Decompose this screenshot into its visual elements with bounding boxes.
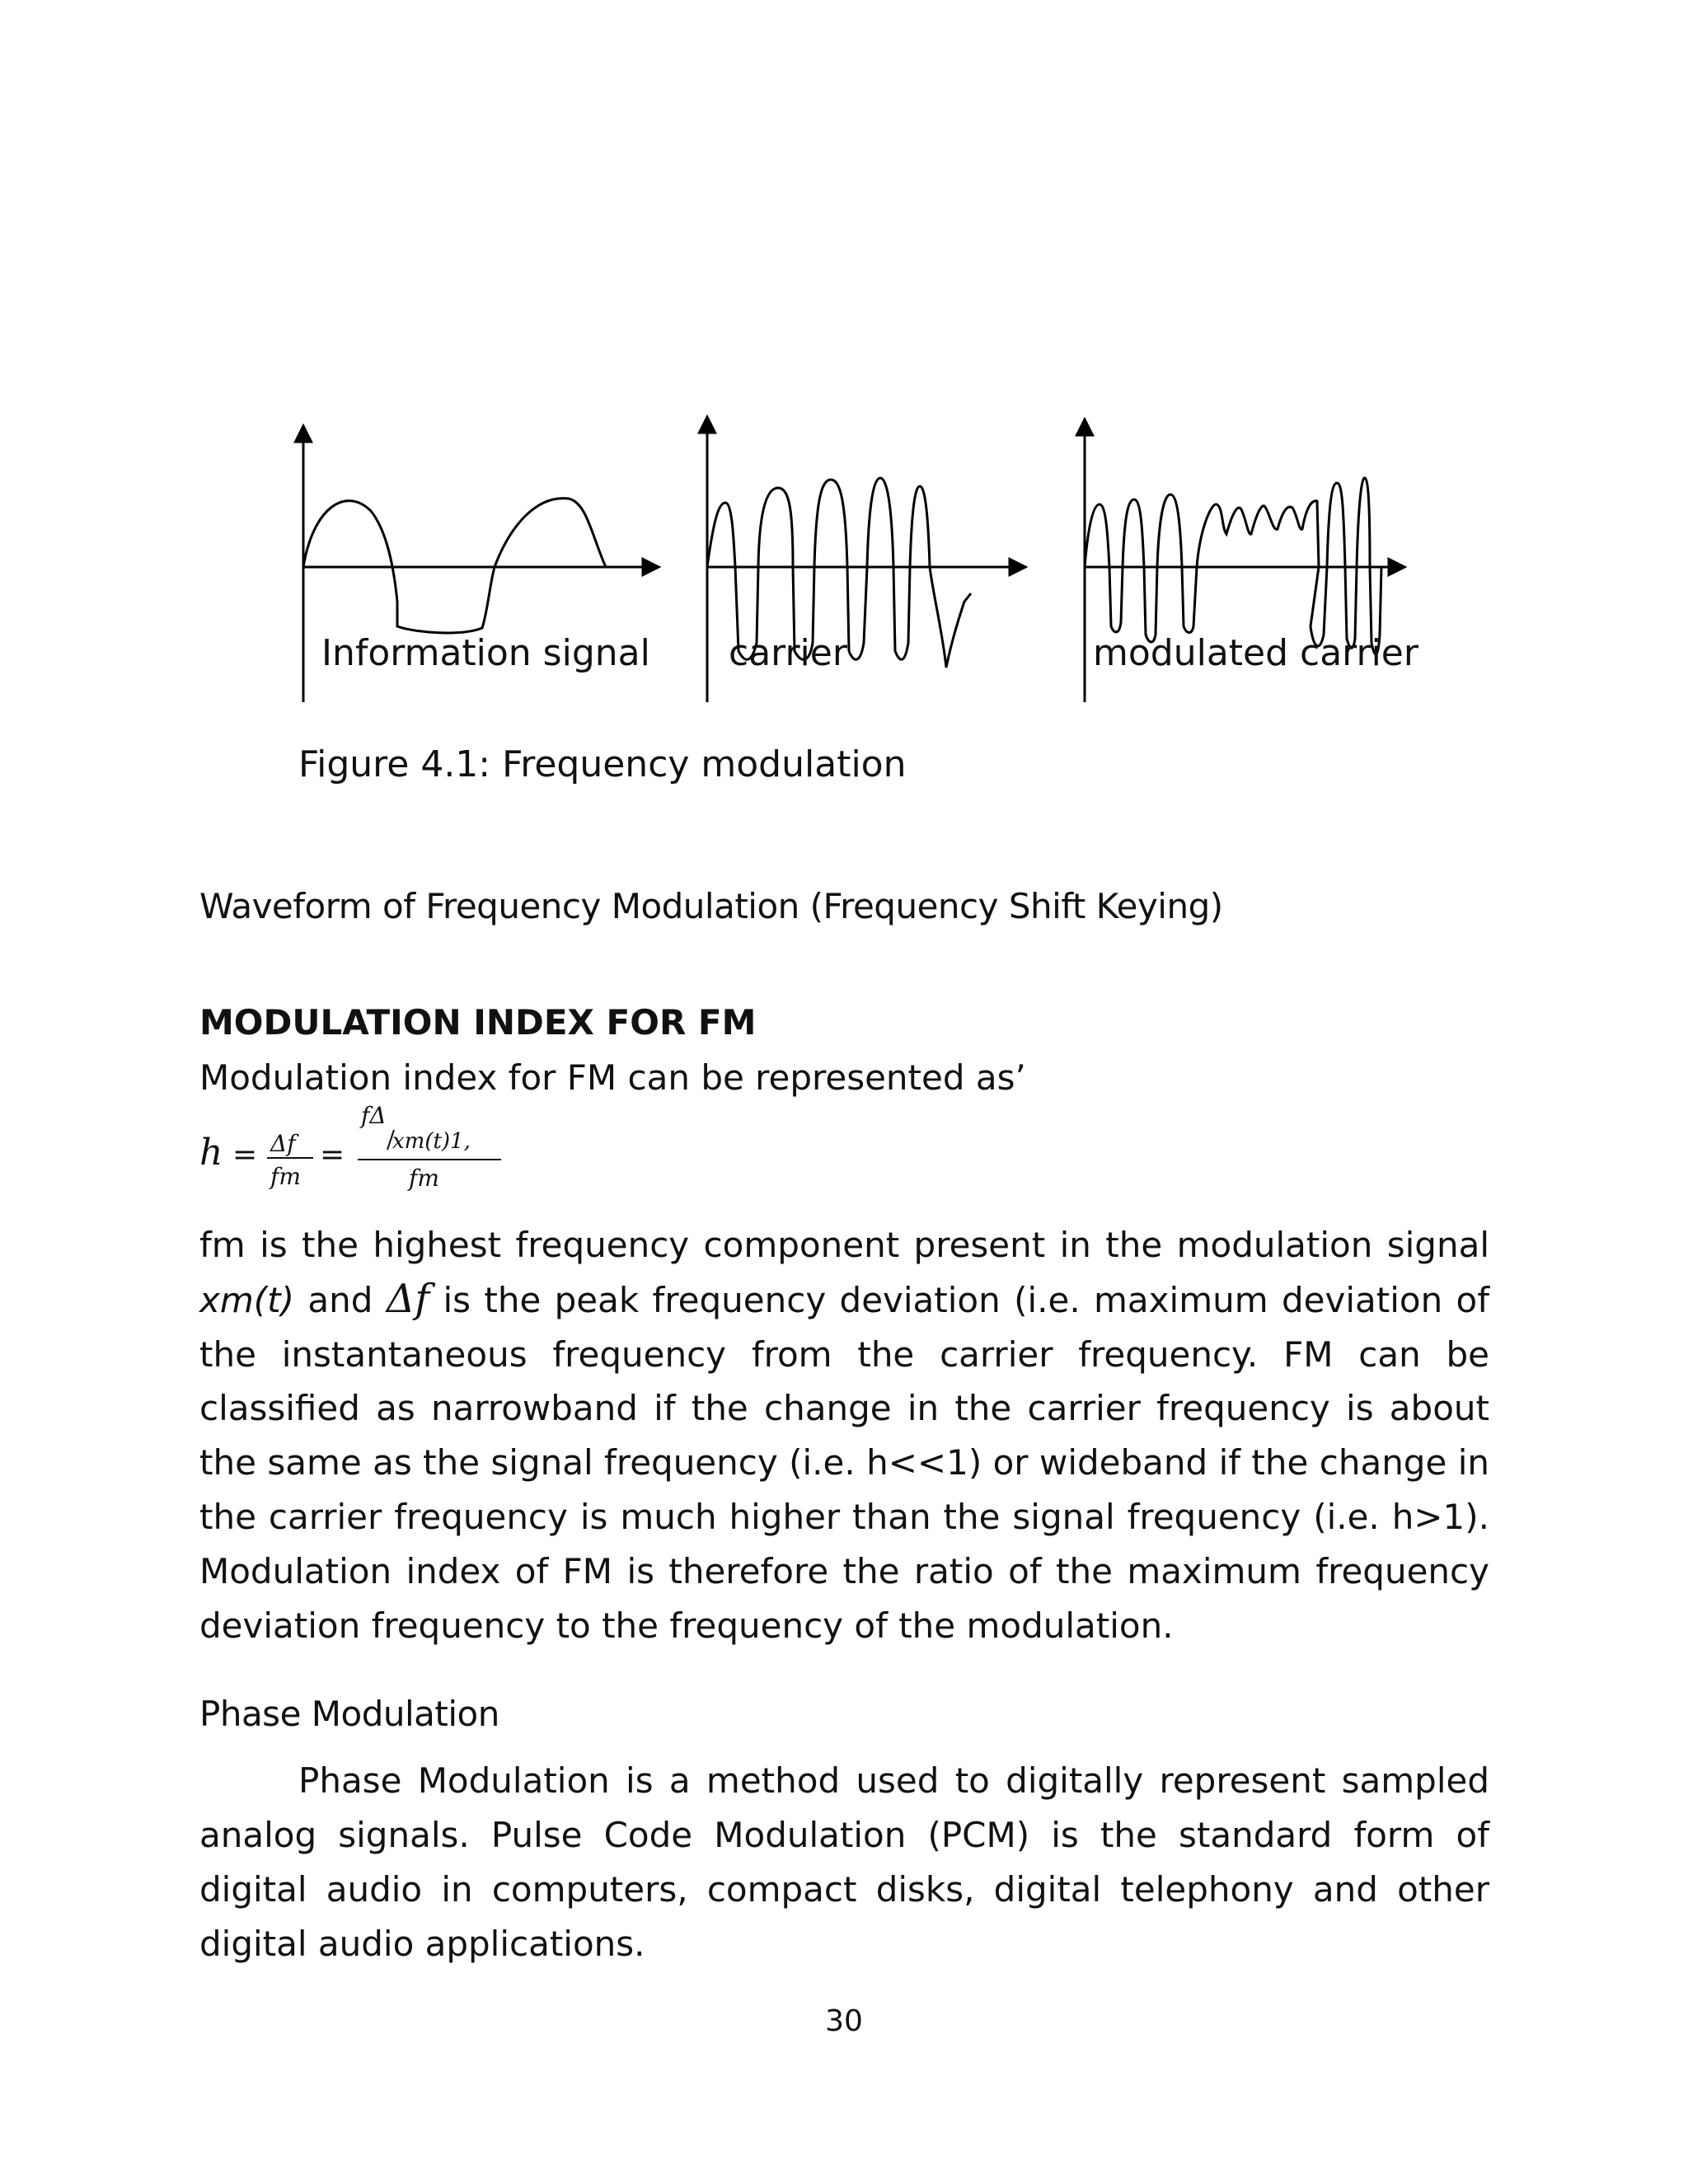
- fm-paragraph-part1: fm is the highest frequency component present in the modulation signal: [199, 1225, 1489, 1265]
- formula-num2-top: fΔ: [361, 1102, 387, 1129]
- page-number: 30: [825, 2004, 863, 2038]
- fm-paragraph-part3: is the peak frequency deviation (i.e. maximum deviation of the instantaneous frequency from the carrier frequency. FM can be classified as narrowband if the change in the carrier frequency is about the same as the signal frequency (i.e. h<<1) or wideband if the change in the carrier frequency is much higher than the signal frequency (i.e. h>1). Modulation index of FM is therefore the ratio of the maximum frequency deviation frequency to the frequency of the modulation.: [199, 1279, 1490, 1646]
- delta-f-symbol: Δf: [386, 1275, 430, 1322]
- information-signal-label: Information signal: [321, 632, 650, 674]
- formula-h: h: [199, 1132, 223, 1174]
- carrier-label: carrier: [729, 632, 847, 674]
- formula-equals-1: =: [232, 1138, 258, 1172]
- figure-caption: Figure 4.1: Frequency modulation: [298, 743, 907, 785]
- fm-paragraph-part2: and: [294, 1279, 387, 1320]
- modulated-carrier-label: modulated carrier: [1093, 632, 1418, 674]
- section-heading: MODULATION INDEX FOR FM: [199, 1002, 757, 1043]
- formula-den1: fm: [270, 1163, 301, 1190]
- modulation-index-formula: [196, 1100, 542, 1216]
- formula-num1: Δf: [270, 1130, 296, 1157]
- formula-num2-rest: xm(t)1,: [392, 1129, 471, 1154]
- phase-modulation-paragraph: [199, 1754, 1489, 1971]
- formula-equals-2: =: [320, 1138, 345, 1172]
- phase-modulation-heading: Phase Modulation: [199, 1694, 499, 1734]
- fm-paragraph: [199, 1218, 1489, 1652]
- formula-den2: fm: [409, 1165, 439, 1192]
- waveform-heading: Waveform of Frequency Modulation (Frequency Shift Keying): [199, 886, 1223, 926]
- section-intro: Modulation index for FM can be represented as’: [199, 1057, 1026, 1098]
- information-waveform: [303, 499, 606, 633]
- xmt-term: xm(t): [199, 1279, 295, 1320]
- phase-modulation-text: Phase Modulation is a method used to digitally represent sampled analog signals. Pulse Code Modulation (PCM) is the standard form of digital audio in computers, compact disks, digital telephony and other digital audio applications.: [199, 1760, 1489, 1964]
